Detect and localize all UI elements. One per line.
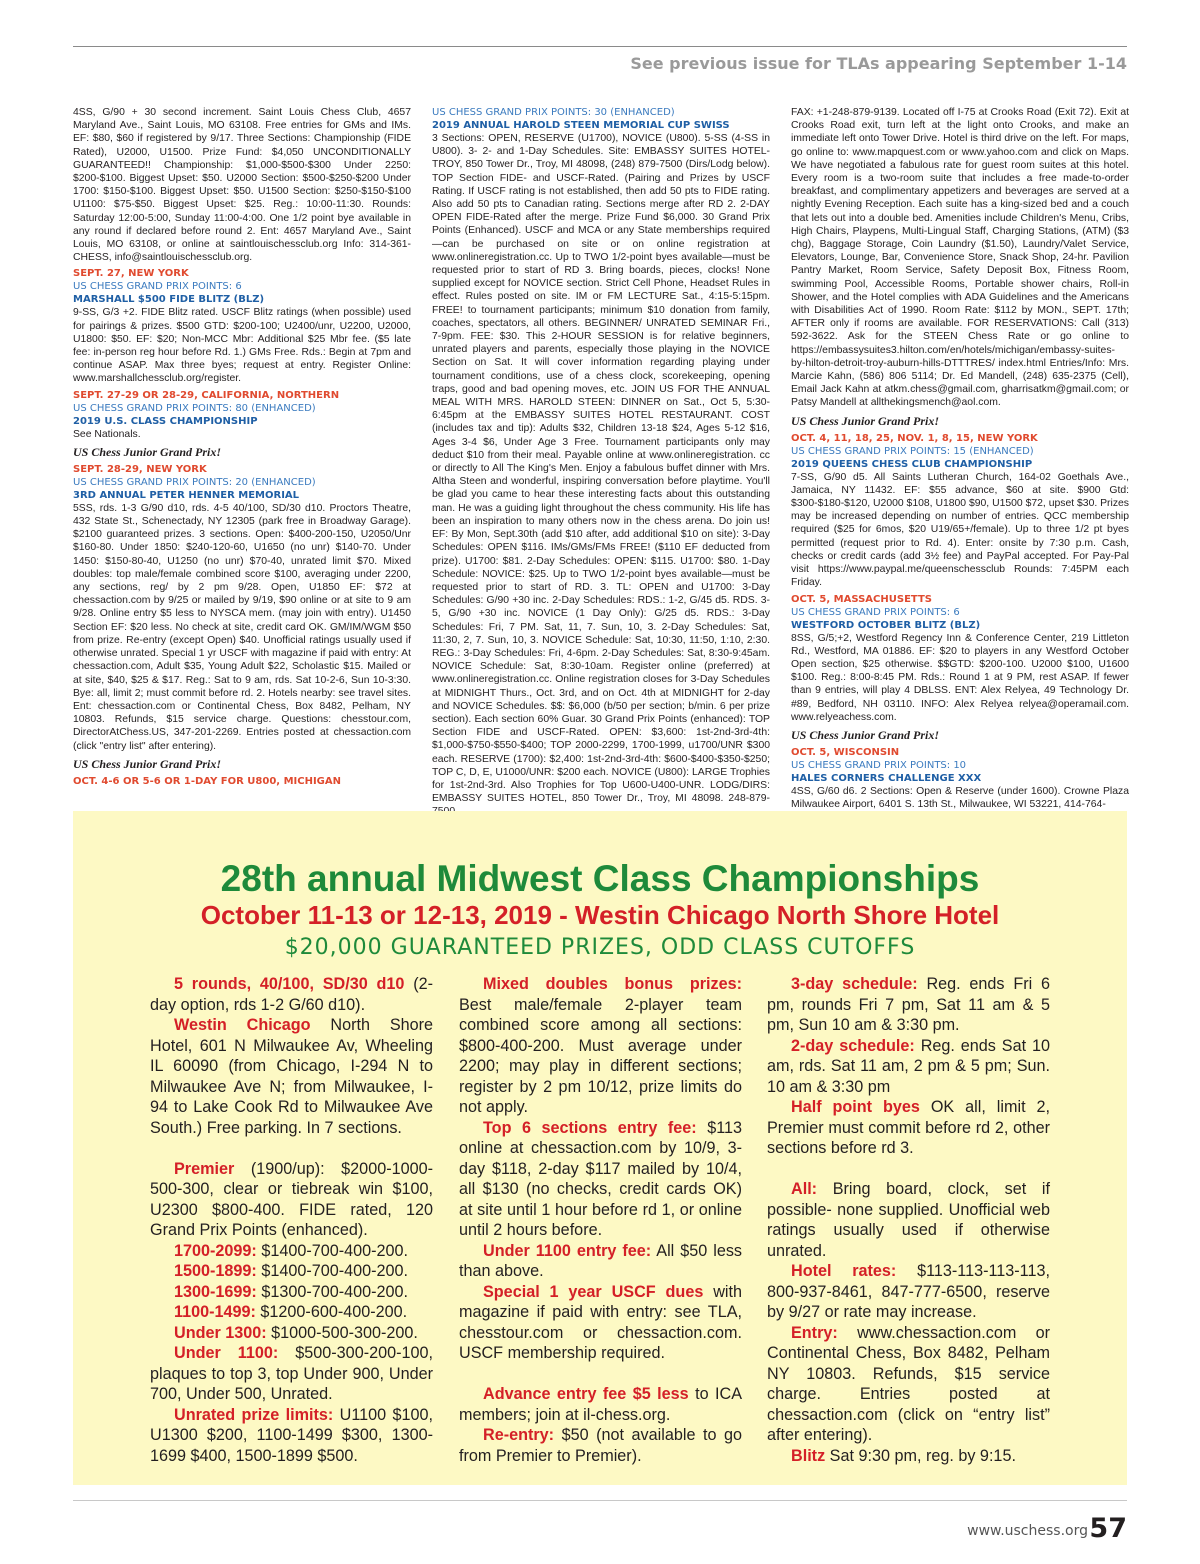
- ad-column-2: [459, 974, 742, 1466]
- page-number: 57: [1089, 1513, 1127, 1544]
- listing-text: FAX: +1-248-879-9139. Located off I-75 at Crooks Road (Exit 72). Exit at Crooks Road exit, turn left at the light onto Crooks, and make an immediate left onto Tower Drive. Hotel is third drive on the left. For maps, go online to: www.mapquest.com or www.yahoo.com and click on Maps. We have negotiated a fabulous rate for guest room suites at this hotel. Every room is a two-room suite that includes a free made-to-order breakfast, and complimentary appetizers and beverages are served at a nightly Evening Reception. Each suite has a king-sized bed and a couch that lets out into a double bed. Amenities include Children's Menu, Cribs, High Chairs, Playpens, Multi-Lingual Staff, Charging Stations, (ATM) ($3 chg), Baggage Storage, Coin Laundry ($1.50), Laundry/Valet Service, Elevators, Lounge, Bar, Convenience Store, Snack Shop, 24-hr. Pavilion Pantry Market, Room Service, Safety Deposit Box, Fitness Room, swimming Pool, Accessible Rooms, Portable shower chairs, Roll-in Shower, and the Hotel complies with ADA Guidelines and the Americans with Disabilities Act of 1990. Room Rate: $112 by MON., SEPT. 17th; AFTER only if rooms are available. FOR RESERVATIONS: Call (313) 592-3622. Ask for the STEEN Chess Rate or go online to https://embassysuites3.hilton.com/en/hotels/michigan/embassy-suites-by-hilton-detroit-troy-auburn-hills-DTTTRES/ index.html Entries/Info: Mrs. Marcie Kahn, (586) 806 5114; Dr. Ed Mandell, (248) 635-2375 (Cell), Email Jack Kahn at atkm.chess@gmail.com, gharrisatkm@gmail.com; or Patsy Mandell at allthekingsmench@aol.com.: [791, 107, 1129, 409]
- ad-text: $500-300-200-100, plaques to top 3, top Under 900, Under 700, Under 500, Unrated.: [150, 1344, 433, 1403]
- event-details: 8SS, G/5;+2, Westford Regency Inn & Conference Center, 219 Littleton Rd., Westford, MA 01886. EF: $20 to players in any Westford October Open section, $25 otherwise. $$GTD: $200-100. U2000 $100, U1600 $100. Reg.: 8:00-8:45 PM. Rds.: Round 1 at 9 PM, rest ASAP. If fewer than 9 entries, will play 4 DBLSS. ENT: Alex Relyea, 49 Technology Dr. #89, Bedford, NH 03110. INFO: Alex Relyea relyea@operamail.com. www.relyeachess.com.: [791, 632, 1129, 723]
- ad-text: OK all, limit 2, Premier must commit before rd 2, other sections before rd 3.: [767, 1098, 1050, 1157]
- ad-text: $1400-700-400-200.: [261, 1262, 409, 1280]
- footer-rule: [73, 1500, 1127, 1501]
- grand-prix-points: US CHESS GRAND PRIX POINTS: 30 (ENHANCED): [432, 107, 675, 118]
- ad-text: (1900/up): $2000-1000-500-300, clear or tiebreak win $100, U2300 $800-400. FIDE rated, 120 Grand Prix Points (enhanced).: [150, 1159, 433, 1239]
- grand-prix-points: US CHESS GRAND PRIX POINTS: 6: [791, 606, 960, 618]
- ad-text: $1300-700-400-200.: [261, 1282, 409, 1301]
- ad-text: Sat 9:30 pm, reg. by 9:15.: [829, 1446, 1016, 1465]
- grand-prix-points: US CHESS GRAND PRIX POINTS: 15 (ENHANCED): [791, 445, 1034, 457]
- ad-text: $1400-700-400-200.: [261, 1241, 409, 1260]
- event-name: 3RD ANNUAL PETER HENNER MEMORIAL: [73, 489, 300, 501]
- ad-highlight: Unrated prize limits:: [174, 1405, 334, 1424]
- junior-grand-prix-label: US Chess Junior Grand Prix!: [791, 413, 940, 428]
- ad-column-3: [767, 974, 1050, 1466]
- event-details: 4SS, G/60 d6. 2 Sections: Open & Reserve (under 1600). Crowne Plaza Milwaukee Airport, 6401 S. 13th St., Milwaukee, WI 53221, 414-764-: [791, 785, 1129, 811]
- ad-highlight: Blitz: [791, 1446, 826, 1465]
- ad-text: www.chessaction.com or Continental Chess, Box 8482, Pelham NY 10803. Refunds, $15 service charge. Entries posted at chessaction.com (click on “entry list” after entering).: [767, 1323, 1050, 1444]
- ad-text: to ICA members; join at il-chess.org.: [459, 1385, 742, 1424]
- event-name: 2019 ANNUAL HAROLD STEEN MEMORIAL CUP SWISS: [432, 120, 730, 131]
- ad-highlight: Westin Chicago: [174, 1016, 311, 1034]
- event-date: OCT. 4, 11, 18, 25, NOV. 1, 8, 15, NEW YORK: [791, 432, 1038, 444]
- grand-prix-points: US CHESS GRAND PRIX POINTS: 6: [73, 281, 242, 293]
- ad-highlight: Top 6 sections entry fee:: [483, 1118, 697, 1137]
- event-date: SEPT. 28-29, NEW YORK: [73, 463, 207, 475]
- ad-text: $113 online at chessaction.com by 10/9, 3-day $118, 2-day $117 mailed by 10/4, all $130 (no checks, credit cards OK) at site until 1 hour before rd 1, or online until 2 hours before.: [459, 1118, 743, 1239]
- ad-highlight: 3-day schedule:: [791, 975, 918, 993]
- event-details: See Nationals.: [73, 428, 141, 440]
- top-rule: [73, 46, 1127, 47]
- ad-text: $1200-600-400-200.: [260, 1303, 408, 1321]
- ad-highlight: 5 rounds, 40/100, SD/30 d10: [174, 975, 405, 993]
- event-date: OCT. 4-6 OR 5-6 OR 1-DAY FOR U800, MICHIGAN: [73, 775, 342, 787]
- event-name: 2019 QUEENS CHESS CLUB CHAMPIONSHIP: [791, 458, 1033, 470]
- event-details: 7-SS, G/90 d5. All Saints Lutheran Church, 164-02 Goethals Ave., Jamaica, NY 11432. EF: $55 advance, $60 at site. $900 Gtd: $300-$180-$120, U2000 $108, U1800 $90, U1500 $72, upset $30. Prizes may be increased depending on number of entries. QCC membership required ($25 for 6mos, $20 U19/65+/female). Up to three 1/2 pt byes permitted (request prior to Rd. 4). Enter: onsite by 7:30 p.m. Cash, checks or credit cards (add 3½ fee) and PayPal accepted. For Pay-Pal visit https://www.paypal.me/queenschessclub Rounds: 7:45PM each Friday.: [791, 471, 1129, 589]
- ad-highlight: Advance entry fee $5 less: [483, 1385, 689, 1403]
- ad-text: (2-day option, rds 1-2 G/60 d10).: [150, 975, 433, 1014]
- ad-column-1: [150, 974, 433, 1466]
- ad-highlight: Re-entry:: [483, 1426, 555, 1444]
- grand-prix-points: US CHESS GRAND PRIX POINTS: 10: [791, 759, 967, 771]
- event-date: SEPT. 27, NEW YORK: [73, 268, 189, 280]
- ad-highlight: Premier: [174, 1159, 235, 1178]
- ad-subtitle: October 11-13 or 12-13, 2019 - Westin Chicago North Shore Hotel: [200, 900, 1000, 930]
- event-date: OCT. 5, WISCONSIN: [791, 746, 900, 758]
- ad-highlight: Entry:: [791, 1323, 838, 1342]
- ad-text: $1000-500-300-200.: [271, 1323, 418, 1342]
- listing-column-1: [73, 106, 411, 796]
- event-name: MARSHALL $500 FIDE BLITZ (BLZ): [73, 294, 265, 306]
- event-details: 9-SS, G/3 +2. FIDE Blitz rated. USCF Blitz ratings (when possible) used for pairings & prizes. $500 GTD: $200-100; U2400/unr, U2200, U2000, U1800: $50. EF: $20; Non-MCC Mbr: Additional $25 Mbr fee. ($5 late fee: in-person reg hour before Rd. 1.) GMs Free. Rds.: Begin at 7pm and continue ASAP. Max three byes; request at entry. Register Online: www.marshallchessclub.org/register.: [73, 307, 411, 385]
- ad-text: All $50 less than above.: [459, 1241, 743, 1280]
- ad-highlight: All:: [791, 1180, 818, 1198]
- event-date: OCT. 5, MASSACHUSETTS: [791, 593, 932, 605]
- event-name: 2019 U.S. CLASS CHAMPIONSHIP: [73, 415, 258, 427]
- ad-text: Best male/female 2-player team combined score among all sections: $800-400-200. Must average under 2200; may play in different sections; register by 2 pm 10/12, prize limits do not apply.: [459, 995, 742, 1116]
- ad-prizes-banner: $20,000 GUARANTEED PRIZES, ODD CLASS CUTOFFS: [284, 935, 916, 960]
- ad-highlight: Under 1100 entry fee:: [483, 1241, 652, 1260]
- listing-text: 4SS, G/90 + 30 second increment. Saint Louis Chess Club, 4657 Maryland Ave., Saint Louis, MO 63108. Free entries for GMs and IMs. EF: $80, $60 if registered by 9/17. Three Sections: Championship (FIDE Rated), U2000, U1500. Prize Fund: $4,050 UNCONDITIONALLY GUARANTEED!! Championship: $1,000-$500-$300 Under 2250: $200-$100. Biggest Upset: $50. U2000 Section: $500-$250-$200 Under 1700: $150-$100. Biggest Upset: $50. U1500 Section: $250-$150-$100 U1100: $75-$50. Biggest Upset: $25. Reg.: 10:00-11:30. Rounds: Saturday 12:00-5:00, Sunday 11:00-4:00. One 1/2 point bye available in any round if declared before round 2. Ent: 4657 Maryland Ave., Saint Louis, MO 63108, or online at saintlouischessclub.org Info: 314-361-CHESS, info@saintlouischessclub.org.: [73, 107, 411, 264]
- ad-highlight: 1300-1699:: [174, 1282, 257, 1301]
- footer-url: www.uschess.org: [967, 1523, 1088, 1539]
- event-date: SEPT. 27-29 OR 28-29, CALIFORNIA, NORTHERN: [73, 389, 340, 401]
- ad-highlight: Half point byes: [791, 1098, 920, 1116]
- ad-text: with magazine if paid with entry: see TLA, chesstour.com or chessaction.com. USCF membership required.: [459, 1282, 742, 1362]
- midwest-class-ad: [73, 811, 1127, 1485]
- event-details: 3 Sections: OPEN, RESERVE (U1700), NOVICE (U800). 5-SS (4-SS in U800). 3- 2- and 1-Day Schedules. Site: EMBASSY SUITES HOTEL-TROY, 850 Tower Dr., Troy, MI 48098, (248) 879-7500 (Dirs/Lodg below). TOP Section FIDE- and USCF-Rated. (Pairing and Prizes by USCF Rating. If USCF rating is not established, then add 50 pts to FIDE rating. Also add 50 pts to Canadian rating. Sections merge after RD 2. 2-DAY OPEN FIDE-Rated after the merge. Prize Fund $6,000. 30 Grand Prix Points (Enhanced). USCF and MCA or any State memberships required—can be purchased on site or on online registration at www.onlineregistration.cc. Up to TWO 1/2-point byes available—must be requested prior to start of RD 3. Bring boards, pieces, clocks! None supplied except for NOVICE section. Strict Cell Phone, Headset Rules in effect. Rules posted on site. IM or FM LECTURE Sat., 4:15-5:15pm. FREE! to tournament participants; minimum $10 donation from family, coaches, spectators, all others. BEGINNER/ UNRATED SEMINAR Fri., 7-9pm. FEE: $30. This 2-HOUR SESSION is for relative beginners, unrated players and parents, especially those playing in the NOVICE Section on Sat. It will cover information regarding playing under tournament conditions, use of a chess clock, scorekeeping, opening traps, good and bad opening moves, etc. JOIN US FOR THE ANNUAL MEAL WITH MRS. HAROLD STEEN: DINNER on Sat., Oct 5, 5:30-6:45pm at the EMBASSY SUITES HOTEL RESTAURANT. COST (includes tax and tip): Adults $32, Children 13-18 $24, Ages 5-12 $16, Ages 3-4 $6, Under Age 3 Free. Tournament participants only may deduct $10 from their meal. Payable online at www.onlineregistration. cc or directly to All The King's Men. Enjoy a fabulous buffet dinner with Mrs. Altha Steen and wonderful, inspiring conversation before playtime. You'll be glad you came to hear these interesting facts about this outstanding man. He was a guiding light throughout the chess community. His life has been an inspiration to many others now in the chess arena. Do join us! EF: By Mon, Sept.30th (add $10 after, add additional $10 on site): 3-Day Schedules: OPEN $116. IMs/GMs/FMs FREE! ($110 EF deducted from prize). U1700: $81. 2-Day Schedules: OPEN: $115. U1700: $80. 1-Day Schedule: NOVICE: $25. Up to TWO 1/2-point byes available—must be requested prior to start of RD. 3. TL: OPEN and U1700: 3-Day Schedules: G/90 +30 inc. 2-Day Schedules: RDS.: 1-2, G/45 d5. RDS. 3-5, G/90 +30 inc. NOVICE (1 Day Only): G/25 d5. RDS.: 3-Day Schedules: Fri, 7 PM. Sat, 11, 7. Sun, 10, 3. 2-Day Schedules: Sat, 11:30, 2, 7. Sun, 10, 3. NOVICE Schedule: Sat, 10:30, 11:50, 1:10, 2:30. REG.: 3-Day Schedules: Fri, 4-6pm. 2-Day Schedules: Sat, 8:30-9:45am. NOVICE Schedule: Sat, 8:30-10am. Register online (preferred) at www.onlineregistration.cc. Online registration closes for 3-Day Schedules at MIDNIGHT Thurs., Oct. 3rd, and on Oct. 4th at MIDNIGHT for 2-day and NOVICE Schedules. $$: $6,000 (b/50 per section; b/min. 6 per prize section). Each section 60% Guar. 30 Grand Prix Points (enhanced): TOP Section FIDE and USCF-Rated. OPEN: $3,600: 1st-2nd-3rd-4th: $1,000-$750-$550-$400; TOP 2000-2299, 1700-1999, u1700/UNR $300 each. RESERVE (1700): $2,400: 1st-2nd-3rd-4th: $600-$400-$350-$250; TOP C, D, E, U1000/UNR: $200 each. NOVICE (U800): LARGE Trophies for 1st-2nd-3rd. Also Trophies for Top U600-U400-UNR. LODG/DIRS: EMBASSY SUITES HOTEL, 850 Tower Dr., Troy, MI 48098. 248-879-: [432, 133, 770, 805]
- header-note: See previous issue for TLAs appearing September 1-14: [630, 54, 1127, 73]
- ad-text: Reg. ends Fri 6 pm, rounds Fri 7 pm, Sat 11 am & 5 pm, Sun 10 am & 3:30 pm.: [767, 975, 1050, 1034]
- junior-grand-prix-label: US Chess Junior Grand Prix!: [73, 756, 222, 771]
- listing-column-3: [791, 106, 1129, 811]
- ad-highlight: 1500-1899:: [174, 1262, 257, 1280]
- ad-highlight: Under 1100:: [174, 1344, 279, 1362]
- junior-grand-prix-label: US Chess Junior Grand Prix!: [73, 444, 222, 459]
- ad-text: North Shore Hotel, 601 N Milwaukee Av, Wheeling IL 60090 (from Chicago, I-294 N to Milwaukee Ave N; from Milwaukee, I-94 to Lake Cook Rd to Milwaukee Ave South.) Free parking. In 7 sections.: [150, 1016, 434, 1137]
- ad-text: U1100 $100, U1300 $200, 1100-1499 $300, 1300-1699 $400, 1500-1899 $500.: [150, 1405, 433, 1465]
- ad-highlight: 1100-1499:: [174, 1303, 256, 1321]
- junior-grand-prix-label: US Chess Junior Grand Prix!: [791, 727, 940, 742]
- ad-highlight: Under 1300:: [174, 1323, 267, 1342]
- listings-columns: [73, 106, 1131, 811]
- ad-text: Bring board, clock, set if possible- none supplied. Unofficial web ratings usually used if otherwise unrated.: [767, 1180, 1050, 1260]
- event-name: HALES CORNERS CHALLENGE XXX: [791, 772, 982, 784]
- ad-highlight: Mixed doubles bonus prizes:: [483, 975, 742, 993]
- ad-highlight: Hotel rates:: [791, 1262, 897, 1280]
- ad-text: $50 (not available to go from Premier to Premier).: [459, 1426, 742, 1465]
- ad-highlight: 2-day schedule:: [791, 1036, 915, 1055]
- event-name: WESTFORD OCTOBER BLITZ (BLZ): [791, 619, 981, 631]
- grand-prix-points: US CHESS GRAND PRIX POINTS: 80 (ENHANCED): [73, 402, 316, 414]
- ad-title: 28th annual Midwest Class Championships: [220, 858, 980, 899]
- ad-highlight: Special 1 year USCF dues: [483, 1282, 704, 1301]
- listing-column-2: [432, 106, 770, 805]
- grand-prix-points: US CHESS GRAND PRIX POINTS: 20 (ENHANCED): [73, 476, 316, 488]
- ad-text: $113-113-113-113, 800-937-8461, 847-777-6500, reserve by 9/27 or rate may increase.: [767, 1262, 1050, 1321]
- ad-text: Reg. ends Sat 10 am, rds. Sat 11 am, 2 pm & 5 pm; Sun. 10 am & 3:30 pm: [767, 1036, 1051, 1096]
- event-details: 5SS, rds. 1-3 G/90 d10, rds. 4-5 40/100, SD/30 d10. Proctors Theatre, 432 State St., Schenectady, NY 12305 (park free in Broadway Garage). $2100 guaranteed prizes. 3 sections. Open: $400-200-150, U2050/Unr $160-80. Under 1850: $240-120-60, U1650 (no unr) $140-70. Under 1450: $150-80-40, U1250 (no unr) $70-40, unrated limit $70. Mixed doubles: top male/female combined score $100, averaging under 2200, any sections, reg/ by 2 pm 9/28. Open, U1850 EF: $72 at chessaction.com by 9/25 or mailed by 9/19, $90 online or at site to 9 am 9/28. Online entry $5 less to NYSCA mem. (may join with entry). U1450 Section EF: $20 less. No check at site, credit card OK. GM/IM/WGM $50 from prize. Re-entry (except Open) $40. Unofficial ratings usually used if otherwise unrated. Special 1 yr USCF with magazine if paid with entry: At chessaction.com, Adult $35, Young Adult $22, Scholastic $15. Mailed or at site, $40, $25 & $17. Reg.: Sat to 9 am, rds. Sat 10-2-6, Sun 10-3:30. Bye: all, limit 2; must commit before rd. 2. Hotels nearby: see travel sites. Ent: chessaction.com or Continental Chess, Box 8482, Pelham, NY 10803. Refunds, $15 service charge. Questions: chesstour.com, DirectorAtChess.US, 347-201-2269. Entries posted at chessaction.com (click "entry list" after entering).: [73, 502, 411, 752]
- ad-highlight: 1700-2099:: [174, 1241, 257, 1260]
